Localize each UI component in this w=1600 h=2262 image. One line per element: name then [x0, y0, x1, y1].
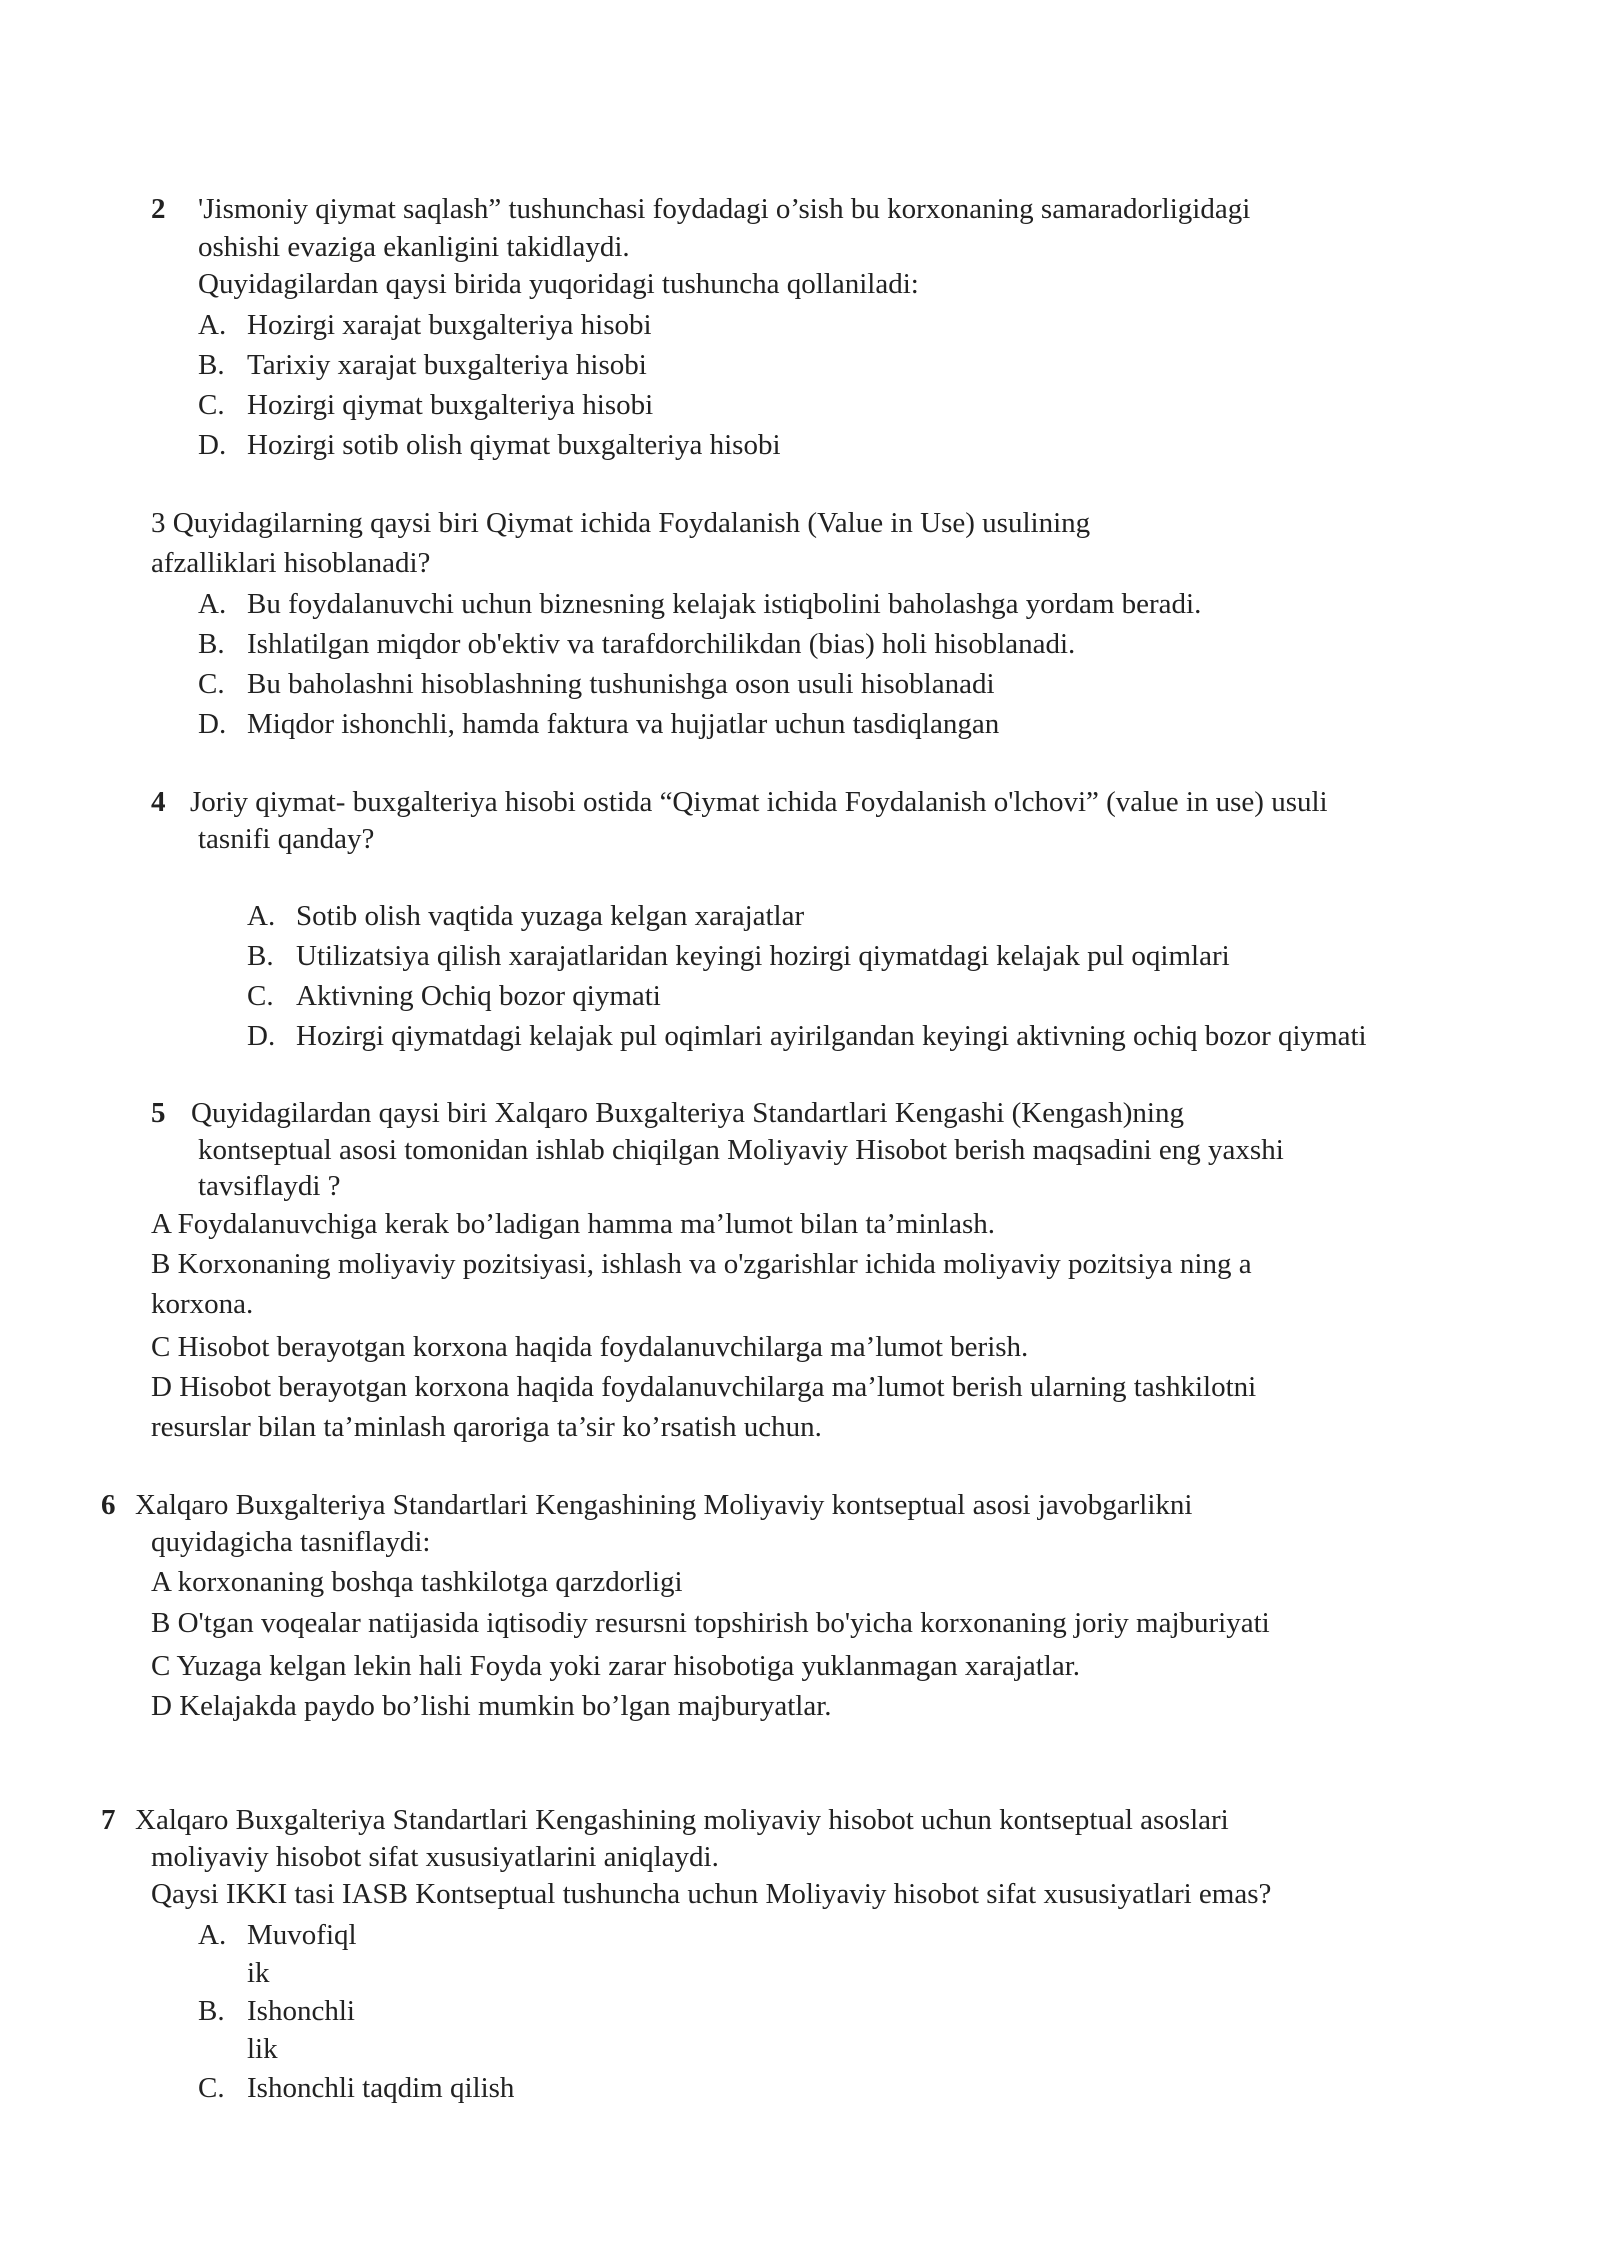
question-text-line: Qaysi IKKI tasi IASB Kontseptual tushuncha uchun Moliyaviy hisobot sifat xususiyatlari emas? — [151, 1878, 1272, 1910]
question-text-line: Quyidagilardan qaysi biri Xalqaro Buxgalteriya Standartlari Kengashi (Kengash)ning — [191, 1097, 1184, 1129]
option-text: Hozirgi xarajat buxgalteriya hisobi — [247, 309, 652, 341]
option-letter: B. — [198, 349, 225, 381]
question-text-line: Xalqaro Buxgalteriya Standartlari Kengashining moliyaviy hisobot uchun kontseptual asoslari — [135, 1804, 1229, 1836]
option-letter: C. — [198, 668, 225, 700]
option-letter: B. — [247, 940, 274, 972]
option-letter: A. — [198, 309, 227, 341]
option-letter: C. — [198, 389, 225, 421]
option-text: D Kelajakda paydo bo’lishi mumkin bo’lgan majburyatlar. — [151, 1690, 832, 1722]
question-text-line: 3 Quyidagilarning qaysi biri Qiymat ichida Foydalanish (Value in Use) usulining — [151, 507, 1091, 539]
option-letter: A. — [247, 900, 276, 932]
option-text: C Hisobot berayotgan korxona haqida foydalanuvchilarga ma’lumot berish. — [151, 1331, 1029, 1363]
option-text: Hozirgi sotib olish qiymat buxgalteriya hisobi — [247, 429, 781, 461]
option-text: Tarixiy xarajat buxgalteriya hisobi — [247, 349, 647, 381]
question-text-line: Joriy qiymat- buxgalteriya hisobi ostida “Qiymat ichida Foydalanish o'lchovi” (value in use) usuli — [190, 786, 1328, 818]
option-text: A Foydalanuvchiga kerak bo’ladigan hamma ma’lumot bilan ta’minlash. — [151, 1208, 996, 1240]
question-number: 6 — [101, 1489, 116, 1521]
option-text: resurslar bilan ta’minlash qaroriga ta’sir ko’rsatish uchun. — [151, 1411, 822, 1443]
option-text: Bu baholashni hisoblashning tushunishga oson usuli hisoblanadi — [247, 668, 995, 700]
option-text: Sotib olish vaqtida yuzaga kelgan xarajatlar — [296, 900, 805, 932]
option-letter: A. — [198, 588, 227, 620]
option-text-continuation: lik — [247, 2033, 278, 2065]
question-number: 5 — [151, 1097, 166, 1129]
option-text: korxona. — [151, 1288, 254, 1320]
question-number: 2 — [151, 193, 166, 225]
question-text-line: quyidagicha tasniflaydi: — [151, 1526, 431, 1558]
question-text-line: Xalqaro Buxgalteriya Standartlari Kengashining Moliyaviy kontseptual asosi javobgarlikni — [135, 1489, 1193, 1521]
option-letter: C. — [198, 2072, 225, 2104]
option-text: Aktivning Ochiq bozor qiymati — [296, 980, 661, 1012]
option-text: D Hisobot berayotgan korxona haqida foydalanuvchilarga ma’lumot berish ularning tashkilotni — [151, 1371, 1257, 1403]
option-text: B Korxonaning moliyaviy pozitsiyasi, ishlash va o'zgarishlar ichida moliyaviy pozitsiya ning a — [151, 1248, 1252, 1280]
option-letter: D. — [247, 1020, 276, 1052]
question-number: 4 — [151, 786, 166, 818]
question-text-line: afzalliklari hisoblanadi? — [151, 547, 431, 579]
question-text-line: oshishi evaziga ekanligini takidlaydi. — [198, 231, 630, 263]
option-text: Ishonchli taqdim qilish — [247, 2072, 515, 2104]
option-letter: B. — [198, 628, 225, 660]
question-text-line: kontseptual asosi tomonidan ishlab chiqilgan Moliyaviy Hisobot berish maqsadini eng yaxshi — [198, 1134, 1284, 1166]
option-letter: D. — [198, 708, 227, 740]
question-text-line: tavsiflaydi ? — [198, 1170, 341, 1202]
option-text: Hozirgi qiymat buxgalteriya hisobi — [247, 389, 654, 421]
option-letter: C. — [247, 980, 274, 1012]
question-number: 7 — [101, 1804, 116, 1836]
option-text: Bu foydalanuvchi uchun biznesning kelajak istiqbolini baholashga yordam beradi. — [247, 588, 1202, 620]
option-letter: D. — [198, 429, 227, 461]
option-text: Ishlatilgan miqdor ob'ektiv va tarafdorchilikdan (bias) holi hisoblanadi. — [247, 628, 1076, 660]
option-text: A korxonaning boshqa tashkilotga qarzdorligi — [151, 1566, 683, 1598]
option-text: Utilizatsiya qilish xarajatlaridan keyingi hozirgi qiymatdagi kelajak pul oqimlari — [296, 940, 1230, 972]
option-letter: B. — [198, 1995, 225, 2027]
question-text-line: 'Jismoniy qiymat saqlash” tushunchasi foydadagi o’sish bu korxonaning samaradorligidagi — [198, 193, 1251, 225]
option-text: Hozirgi qiymatdagi kelajak pul oqimlari ayirilgandan keyingi aktivning ochiq bozor qiymati — [296, 1020, 1367, 1052]
option-text: Miqdor ishonchli, hamda faktura va hujjatlar uchun tasdiqlangan — [247, 708, 1000, 740]
question-text-line: tasnifi qanday? — [198, 823, 375, 855]
option-text-continuation: ik — [247, 1957, 270, 1989]
option-text: Muvofiql — [247, 1919, 357, 1951]
option-text: Ishonchli — [247, 1995, 355, 2027]
option-text: B O'tgan voqealar natijasida iqtisodiy resursni topshirish bo'yicha korxonaning joriy majburiyati — [151, 1607, 1270, 1639]
question-text-line: Quyidagilardan qaysi birida yuqoridagi tushuncha qollaniladi: — [198, 268, 919, 300]
question-text-line: moliyaviy hisobot sifat xususiyatlarini aniqlaydi. — [151, 1841, 719, 1873]
option-text: C Yuzaga kelgan lekin hali Foyda yoki zarar hisobotiga yuklanmagan xarajatlar. — [151, 1650, 1081, 1682]
option-letter: A. — [198, 1919, 227, 1951]
